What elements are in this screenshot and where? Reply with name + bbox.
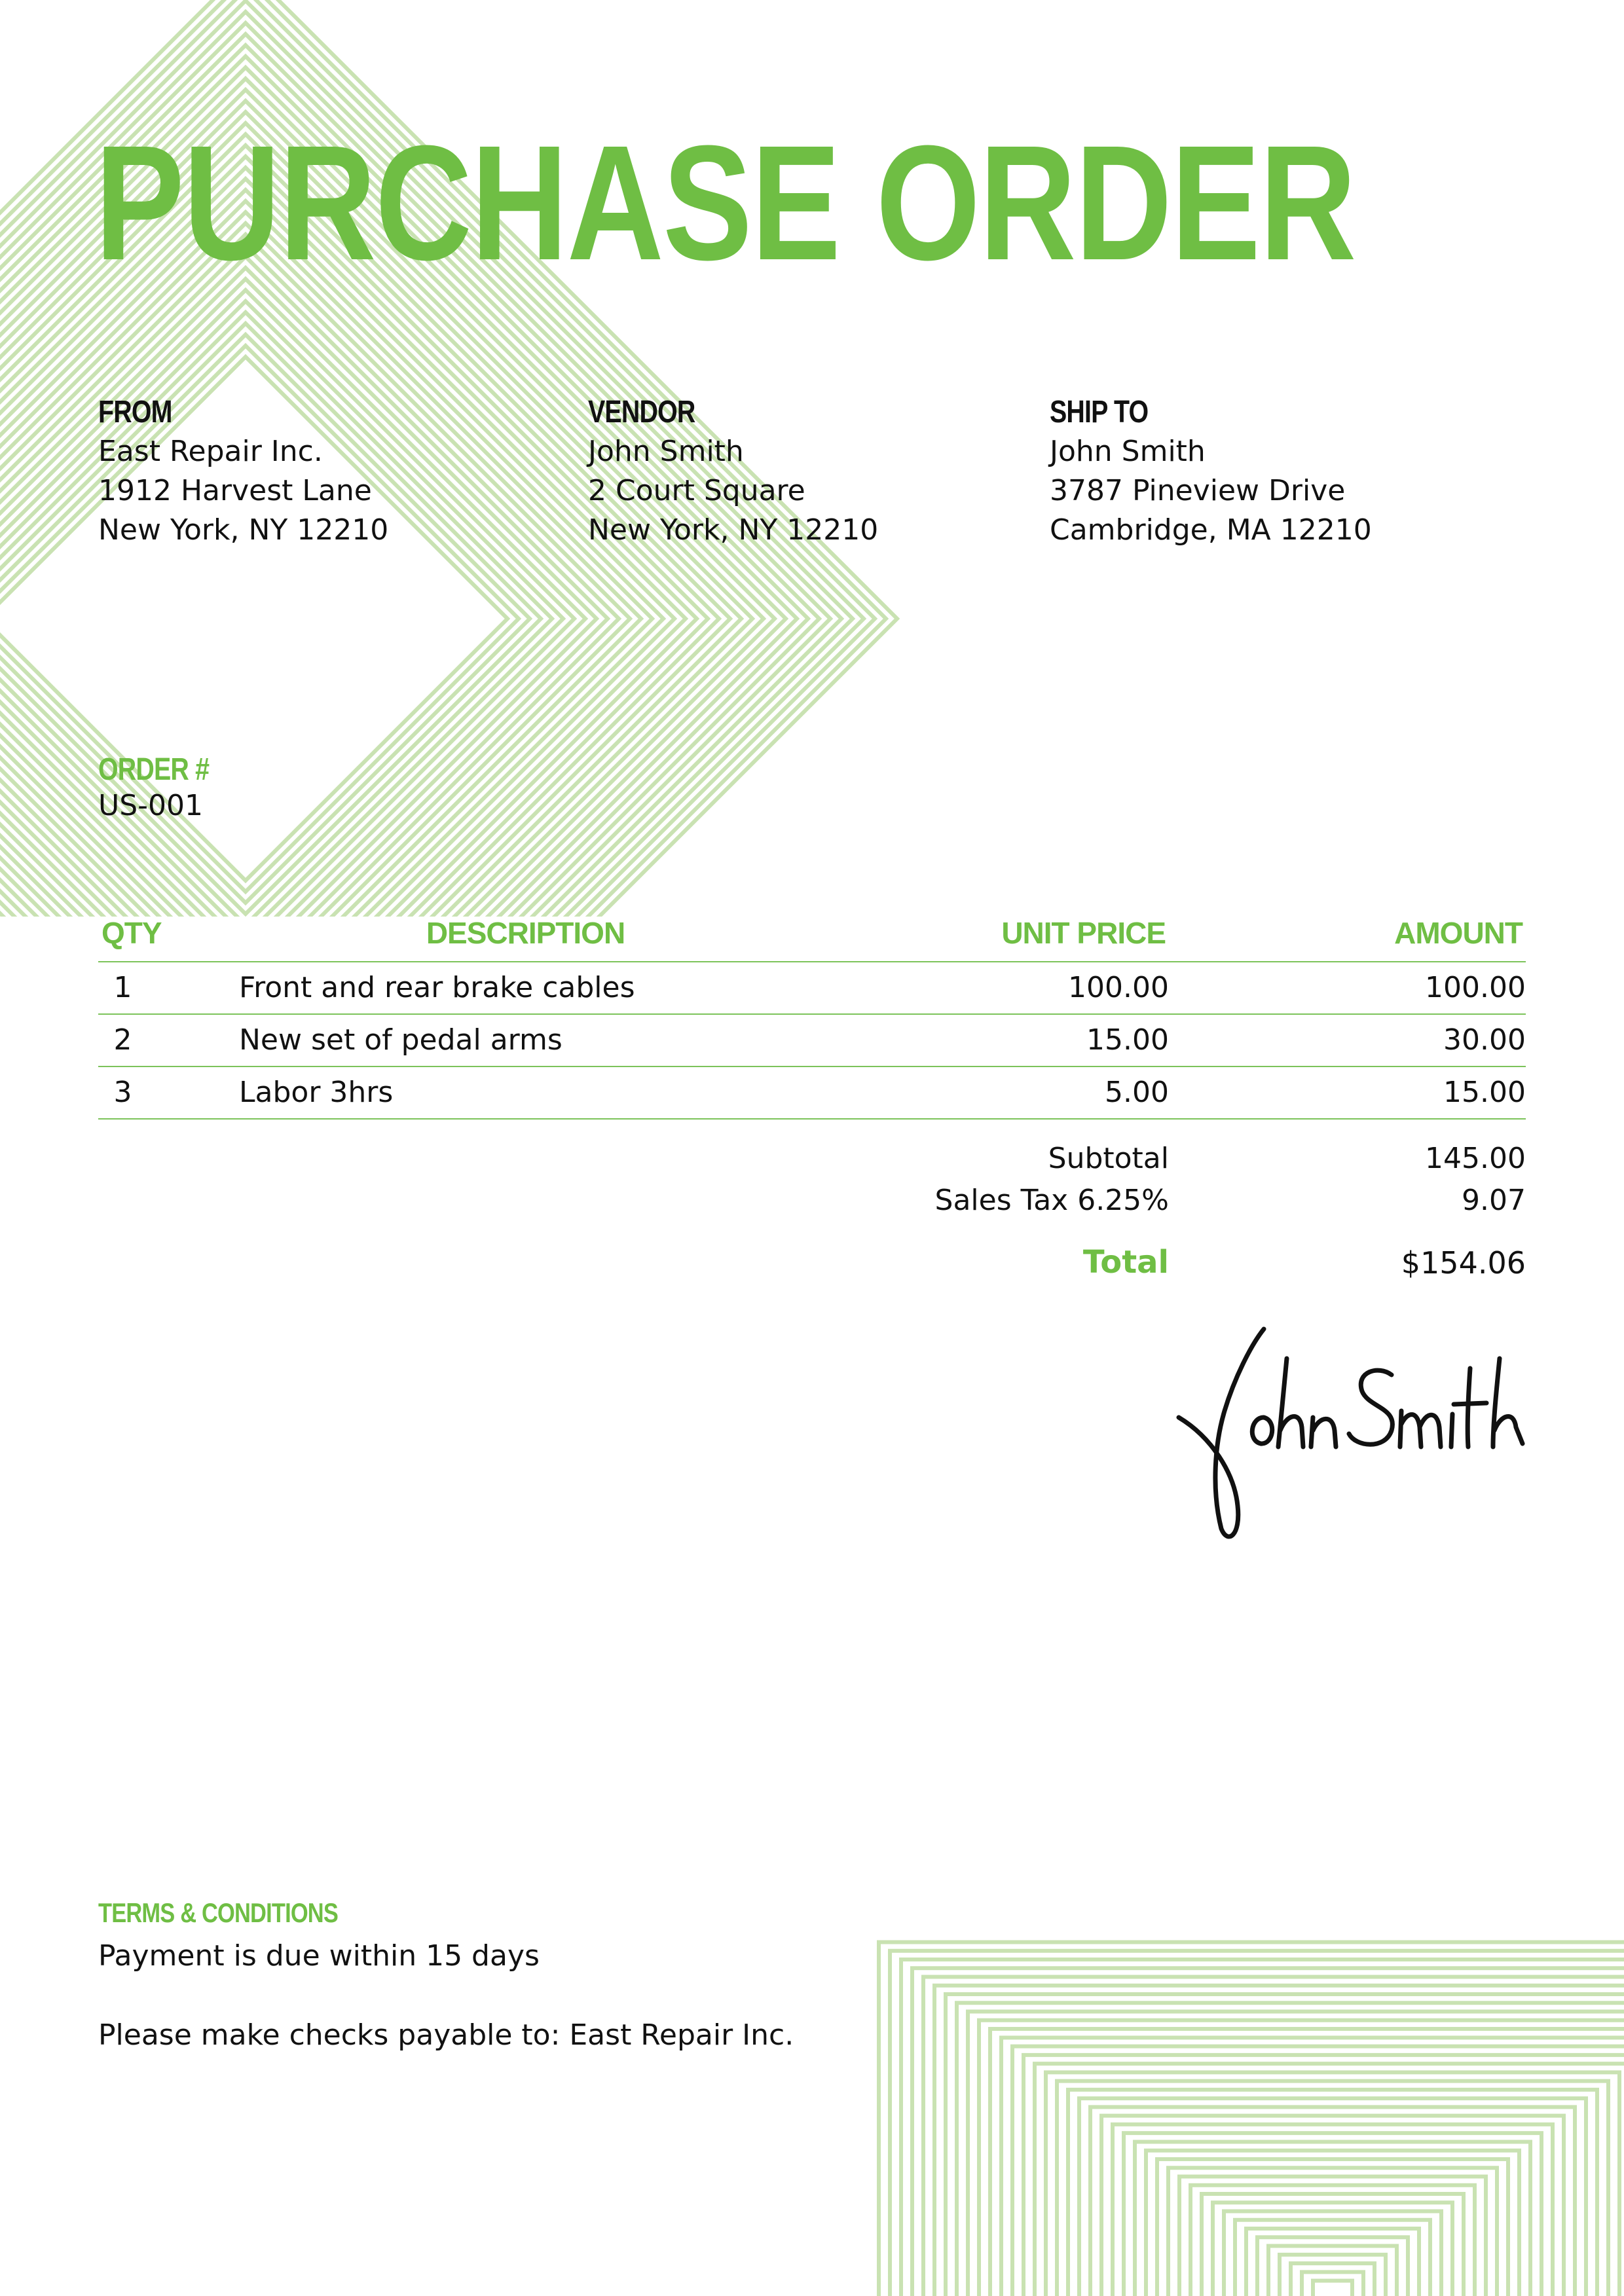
row-unit-price: 5.00: [1105, 1076, 1169, 1109]
table-row-divider: [98, 1066, 1526, 1067]
column-header-description: DESCRIPTION: [426, 916, 625, 950]
vendor-address: [588, 432, 878, 550]
row-description: Labor 3hrs: [239, 1076, 394, 1109]
total-value: $154.06: [1401, 1245, 1526, 1281]
row-amount: 15.00: [1443, 1076, 1526, 1109]
nested-squares-decoration: [776, 1870, 1624, 2296]
terms-payment-due: Payment is due within 15 days: [98, 1939, 540, 1973]
row-amount: 30.00: [1443, 1023, 1526, 1057]
nested-square-line: [1280, 2255, 1386, 2296]
nested-square-line: [1313, 2281, 1352, 2296]
vendor-heading: VENDOR: [588, 395, 695, 429]
row-unit-price: 100.00: [1068, 971, 1169, 1004]
table-row-divider: [98, 1013, 1526, 1015]
diamond-pattern-line: [0, 335, 530, 903]
signature-image: [1172, 1319, 1539, 1542]
vendor-line: 2 Court Square: [588, 474, 805, 507]
order-number-value: US-001: [98, 789, 203, 822]
sales-tax-label: Sales Tax 6.25%: [934, 1184, 1169, 1217]
terms-heading: TERMS & CONDITIONS: [98, 1897, 339, 1928]
subtotal-value: 145.00: [1425, 1142, 1526, 1175]
column-header-unit-price: UNIT PRICE: [1001, 916, 1166, 950]
column-header-amount: AMOUNT: [1394, 916, 1522, 950]
table-bottom-divider: [98, 1118, 1526, 1120]
row-qty: 1: [113, 971, 132, 1004]
row-qty: 2: [113, 1023, 132, 1057]
table-header-divider: [98, 961, 1526, 962]
ship-to-heading: SHIP TO: [1050, 395, 1149, 429]
from-heading: FROM: [98, 395, 172, 429]
from-line: New York, NY 12210: [98, 513, 389, 547]
from-line: 1912 Harvest Lane: [98, 474, 372, 507]
from-line: East Repair Inc.: [98, 435, 323, 468]
ship-to-line: Cambridge, MA 12210: [1050, 513, 1372, 547]
row-qty: 3: [113, 1076, 132, 1109]
nested-square-line: [1235, 2220, 1430, 2296]
total-label: Total: [1082, 1244, 1169, 1281]
from-address: [98, 432, 388, 550]
page-title: PURCHASE ORDER: [95, 111, 1356, 294]
terms-checks-payable: Please make checks payable to: East Repair Inc.: [98, 2018, 794, 2052]
ship-to-line: John Smith: [1050, 435, 1206, 468]
row-amount: 100.00: [1425, 971, 1526, 1004]
row-description: New set of pedal arms: [239, 1023, 563, 1057]
vendor-line: New York, NY 12210: [588, 513, 879, 547]
ship-to-address: [1050, 432, 1372, 550]
sales-tax-value: 9.07: [1462, 1184, 1526, 1217]
column-header-qty: QTY: [101, 916, 162, 950]
subtotal-label: Subtotal: [1048, 1142, 1169, 1175]
order-number-label: ORDER #: [98, 752, 210, 787]
row-unit-price: 15.00: [1086, 1023, 1169, 1057]
row-description: Front and rear brake cables: [239, 971, 635, 1004]
ship-to-line: 3787 Pineview Drive: [1050, 474, 1346, 507]
vendor-line: John Smith: [588, 435, 744, 468]
